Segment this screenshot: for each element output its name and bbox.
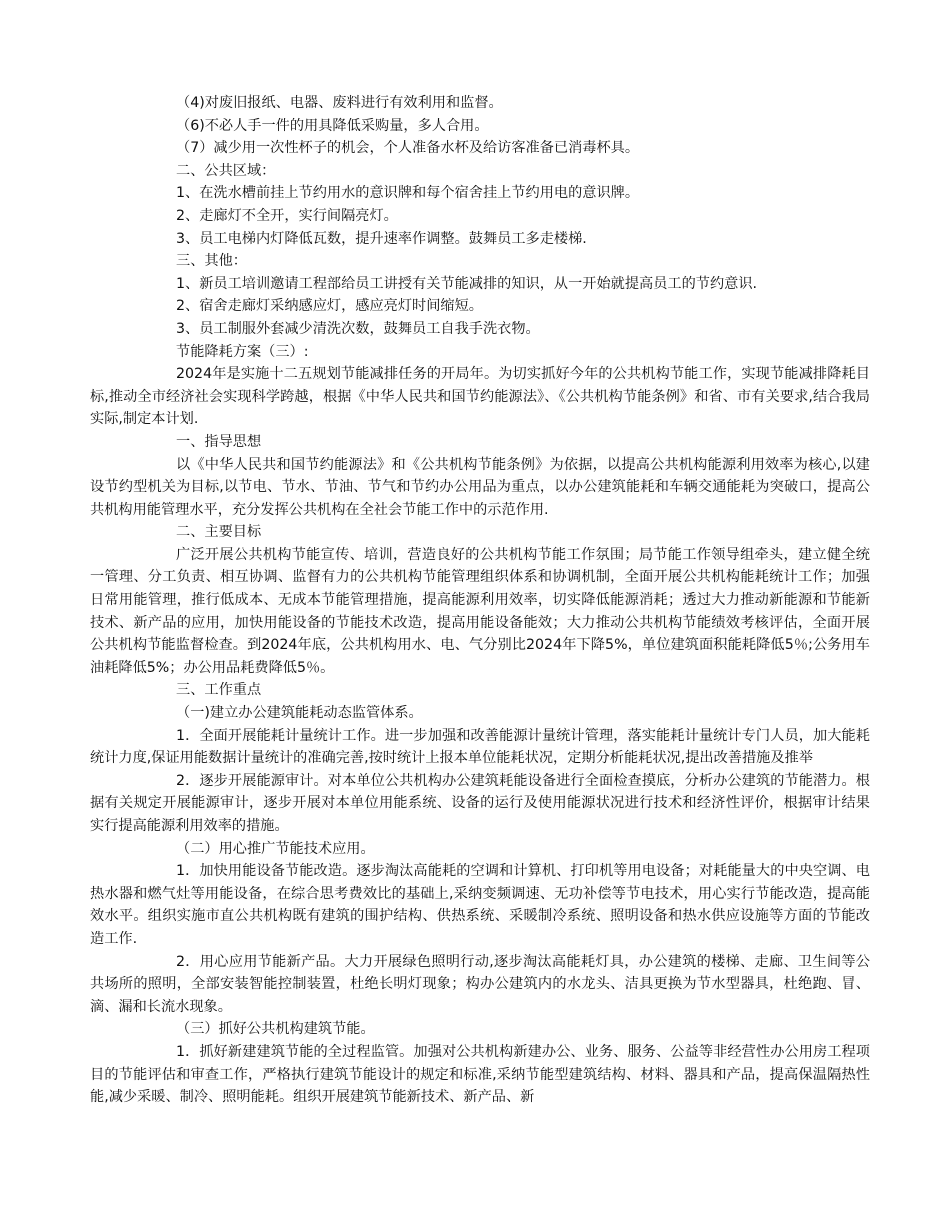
paragraph: （4)对废旧报纸、电器、废料进行有效利用和监督。 <box>176 95 503 111</box>
subsection-heading: （一)建立办公建筑能耗动态监管体系。 <box>176 705 423 722</box>
paragraph: （6)不必人手一件的用具降低采购量，多人合用。 <box>176 117 489 134</box>
paragraph: 1、在洗水槽前挂上节约用水的意识牌和每个宿舍挂上节约用电的意识牌。 <box>176 185 640 202</box>
section-heading: 二、公共区域： <box>176 162 276 179</box>
section-heading: 三、工作重点 <box>176 682 262 699</box>
paragraph: 广泛开展公共机构节能宣传、培训，营造良好的公共机构节能工作氛围；局节能工作领导组牵头，建立健全统一管理、分工负责、相互协调、监督有力的公共机构节能管理组织体系和协调机制，全面开展公共机构能耗统计工作；加强日常用能管理，推行低成本、无成本节能管理措施，提高能源利用效率，切实降低能源消耗；透过大力推动新能源和节能新技术、新产品的应用，加快用能设备的节能技术改造，提高用能设备能效；大力推动公共机构节能绩效考核评估，全面开展公共机构节能监督检查。到2024年底，公共机构用水、电、气分别比2024年下降5%，单位建筑面积能耗降低5％;公务用车油耗降低5%；办公用品耗费降低5％。 <box>90 546 870 676</box>
paragraph: 2、走廊灯不全开，实行间隔亮灯。 <box>176 207 398 224</box>
paragraph: 1、新员工培训邀请工程部给员工讲授有关节能减排的知识，从一开始就提高员工的节约意识. <box>176 275 758 292</box>
paragraph: 1．全面开展能耗计量统计工作。进一步加强和改善能源计量统计管理，落实能耗计量统计专门人员，加大能耗统计力度,保证用能数据计量统计的准确完善,按时统计上报本单位能耗状况，定期分析能耗状况,提出改善措施及推举 <box>90 727 870 767</box>
subsection-heading: （三）抓好公共机构建筑节能。 <box>176 1021 375 1038</box>
paragraph: 2024年是实施十二五规划节能减排任务的开局年。为切实抓好今年的公共机构节能工作，实现节能减排降耗目标,推动全市经济社会实现科学跨越，根据《中华人民共和国节约能源法》、《公共机构节能条例》和省、市有关要求,结合我局实际,制定本计划. <box>90 366 870 428</box>
section-heading: 三、其他： <box>176 253 247 270</box>
section-heading: 一、指导思想 <box>176 433 262 450</box>
paragraph: 3、员工制服外套减少清洗次数，鼓舞员工自我手洗衣物。 <box>176 320 540 337</box>
paragraph: 2．用心应用节能新产品。大力开展绿色照明行动,逐步淘汰高能耗灯具，办公建筑的楼梯、走廊、卫生间等公共场所的照明，全部安装智能控制装置，杜绝长明灯现象；构办公建筑内的水龙头、洁具更换为节水型器具，杜绝跑、冒、滴、漏和长流水现象。 <box>90 953 870 1015</box>
paragraph: 1．加快用能设备节能改造。逐步淘汰高能耗的空调和计算机、打印机等用电设备；对耗能量大的中央空调、电热水器和燃气灶等用能设备，在综合思考费效比的基础上,采纳变频调速、无功补偿等节电技术，用心实行节能改造，提高能效水平。组织实施市直公共机构既有建筑的围护结构、供热系统、采暖制冷系统、照明设备和热水供应设施等方面的节能改造工作. <box>90 863 870 947</box>
paragraph: 3、员工电梯内灯降低瓦数，提升速率作调整。鼓舞员工多走楼梯. <box>176 230 587 247</box>
section-heading: 二、主要目标 <box>176 524 262 541</box>
paragraph: （7）减少用一次性杯子的机会，个人准备水杯及给访客准备已消毒杯具。 <box>176 140 640 157</box>
paragraph: 以《中华人民共和国节约能源法》和《公共机构节能条例》为依据，以提高公共机构能源利用效率为核心,以建设节约型机关为目标,以节电、节水、节油、节气和节约办公用品为重点，以办公建筑能耗和车辆交通能耗为突破口，提高公共机构用能管理水平，充分发挥公共机构在全社会节能工作中的示范作用. <box>90 456 870 518</box>
document-body <box>90 92 870 1109</box>
section-heading: 节能降耗方案（三）: <box>176 343 309 360</box>
paragraph: 2．逐步开展能源审计。对本单位公共机构办公建筑耗能设备进行全面检查摸底，分析办公建筑的节能潜力。根据有关规定开展能源审计，逐步开展对本单位用能系统、设备的运行及使用能源状况进行技术和经济性评价，根据审计结果实行提高能源利用效率的措施。 <box>90 772 870 834</box>
paragraph: 1．抓好新建建筑节能的全过程监管。加强对公共机构新建办公、业务、服务、公益等非经营性办公用房工程项目的节能评估和审查工作，严格执行建筑节能设计的规定和标准,采纳节能型建筑结构、材料、器具和产品，提高保温隔热性能,减少采暖、制冷、照明能耗。组织开展建筑节能新技术、新产品、新 <box>90 1043 870 1106</box>
subsection-heading: （二）用心推广节能技术应用。 <box>176 840 375 857</box>
paragraph: 2、宿舍走廊灯采纳感应灯，感应亮灯时间缩短。 <box>176 298 483 315</box>
